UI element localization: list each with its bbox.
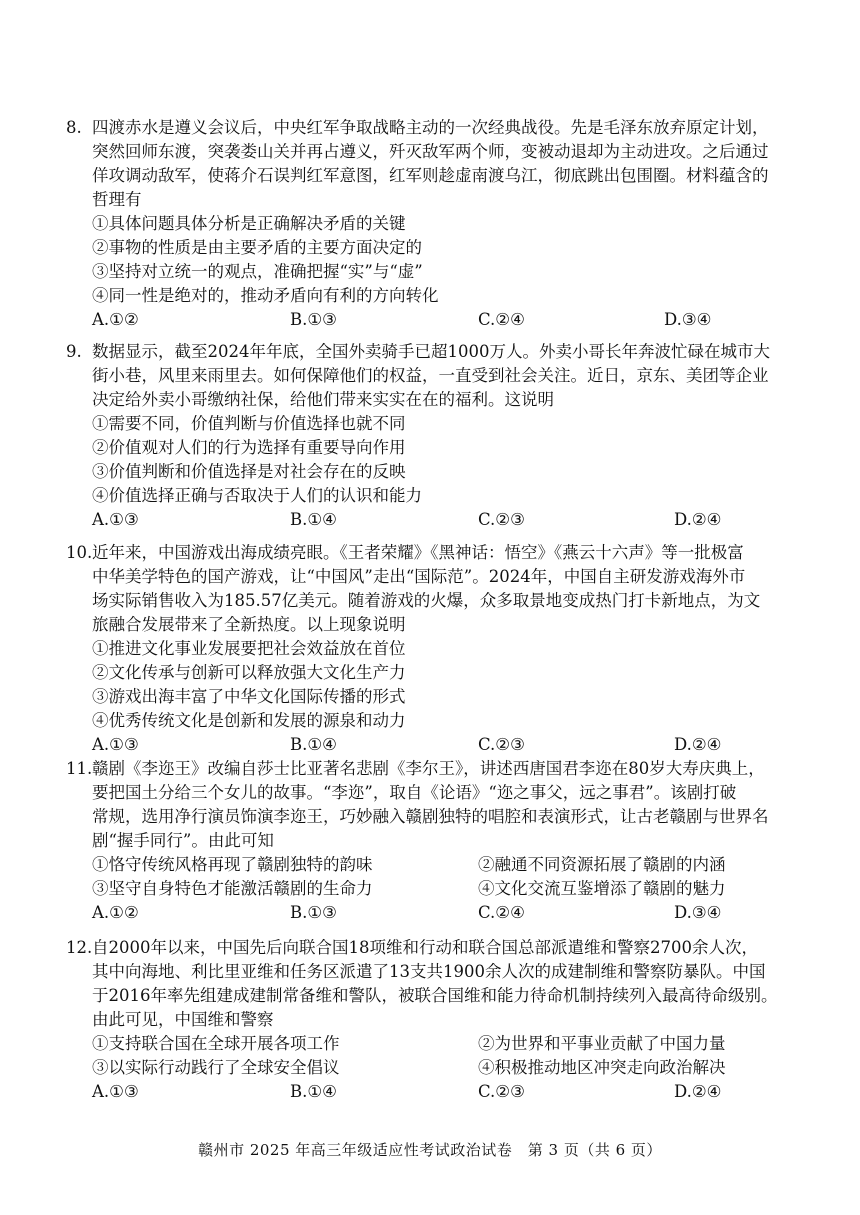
statement: ③游戏出海丰富了中华文化国际传播的形式 — [92, 687, 406, 706]
statement: ②为世界和平事业贡献了中国力量 — [478, 1034, 726, 1053]
statement: ①需要不同，价值判断与价值选择也就不同 — [92, 414, 406, 433]
answer-options — [66, 308, 802, 332]
question-number: 9. — [66, 342, 82, 361]
option-b: B.①④ — [290, 735, 337, 754]
statement: ④优秀传统文化是创新和发展的源泉和动力 — [92, 711, 406, 730]
question-stem-line: 场实际销售收入为185.57亿美元。随着游戏的火爆，众多取景地变成热门打卡新地点，为文 — [92, 591, 761, 610]
option-d: D.②④ — [674, 735, 722, 754]
statement: ②事物的性质是由主要矛盾的主要方面决定的 — [92, 238, 422, 257]
statement: ②融通不同资源拓展了赣剧的内涵 — [478, 855, 726, 874]
question-stem-line: 由此可见，中国维和警察 — [92, 1010, 274, 1029]
option-c: C.②④ — [478, 903, 525, 922]
statement-row — [66, 1056, 802, 1080]
question-stem-line: 自2000年以来，中国先后向联合国18项维和行动和联合国总部派遣维和警察2700余人次， — [92, 938, 758, 957]
option-a: A.①③ — [92, 510, 139, 529]
question-11 — [66, 757, 802, 925]
statement: ④积极推动地区冲突走向政治解决 — [478, 1058, 726, 1077]
statement: ①恪守传统风格再现了赣剧独特的韵味 — [92, 855, 373, 874]
option-b: B.①③ — [290, 903, 337, 922]
question-stem-line: 突然回师东渡，突袭娄山关并再占遵义，歼灭敌军两个师，变被动退却为主动进攻。之后通过 — [92, 142, 769, 161]
question-stem-line: 数据显示，截至2024年年底，全国外卖骑手已超1000万人。外卖小哥长年奔波忙碌在城市大 — [92, 342, 770, 361]
question-stem-line: 中华美学特色的国产游戏，让“中国风”走出“国际范”。2024年，中国自主研发游戏海外市 — [92, 567, 746, 586]
option-d: D.③④ — [674, 903, 722, 922]
question-stem-line: 于2016年率先组建成建制常备维和警队，被联合国维和能力待命机制持续列入最高待命级别。 — [92, 986, 778, 1005]
question-stem-line: 旅融合发展带来了全新热度。以上现象说明 — [92, 615, 406, 634]
option-c: C.②③ — [478, 735, 525, 754]
option-b: B.①④ — [290, 510, 337, 529]
question-stem-line: 近年来，中国游戏出海成绩亮眼。《王者荣耀》《黑神话：悟空》《燕云十六声》等一批极富 — [92, 543, 744, 562]
question-stem-line: 决定给外卖小哥缴纳社保，给他们带来实实在在的福利。这说明 — [92, 390, 554, 409]
statement: ④同一性是绝对的，推动矛盾向有利的方向转化 — [92, 286, 439, 305]
question-stem-line: 剧“握手同行”。由此可知 — [92, 831, 274, 850]
statement: ②文化传承与创新可以释放强大文化生产力 — [92, 663, 406, 682]
answer-options — [66, 733, 802, 757]
question-stem-line: 哲理有 — [92, 190, 142, 209]
statement-row — [66, 1032, 802, 1056]
option-a: A.①③ — [92, 735, 139, 754]
option-d: D.③④ — [664, 310, 712, 329]
option-a: A.①② — [92, 903, 139, 922]
statement: ③以实际行动践行了全球安全倡议 — [92, 1058, 340, 1077]
option-c: C.②③ — [478, 1082, 525, 1101]
option-b: B.①③ — [290, 310, 337, 329]
option-a: A.①② — [92, 310, 139, 329]
question-stem-line: 街小巷，风里来雨里去。如何保障他们的权益，一直受到社会关注。近日，京东、美团等企业 — [92, 366, 769, 385]
question-9 — [66, 340, 802, 532]
question-stem-line: 赣剧《李迩王》改编自莎士比亚著名悲剧《李尔王》，讲述西唐国君李迩在80岁大寿庆典上， — [92, 759, 765, 778]
answer-options — [66, 508, 802, 532]
statement-row — [66, 877, 802, 901]
page-footer: 赣州市 2025 年高三年级适应性考试政治试卷 第 3 页（共 6 页） — [198, 1141, 662, 1159]
statement: ②价值观对人们的行为选择有重要导向作用 — [92, 438, 406, 457]
option-c: C.②③ — [478, 510, 525, 529]
answer-options — [66, 901, 802, 925]
statement: ①推进文化事业发展要把社会效益放在首位 — [92, 639, 406, 658]
question-number: 10. — [66, 543, 93, 562]
question-10 — [66, 541, 802, 757]
statement: ①支持联合国在全球开展各项工作 — [92, 1034, 340, 1053]
option-d: D.②④ — [674, 1082, 722, 1101]
question-number: 12. — [66, 938, 93, 957]
statement: ④文化交流互鉴增添了赣剧的魅力 — [478, 879, 726, 898]
option-d: D.②④ — [674, 510, 722, 529]
question-stem-line: 其中向海地、利比里亚维和任务区派遣了13支共1900余人次的成建制维和警察防暴队。中国 — [92, 962, 766, 981]
question-stem-line: 佯攻调动敌军，使蒋介石误判红军意图，红军则趁虚南渡乌江，彻底跳出包围圈。材料蕴含的 — [92, 166, 769, 185]
question-12 — [66, 936, 802, 1104]
statement: ③价值判断和价值选择是对社会存在的反映 — [92, 462, 406, 481]
question-number: 8. — [66, 118, 82, 137]
statement: ①具体问题具体分析是正确解决矛盾的关键 — [92, 214, 406, 233]
statement: ③坚持对立统一的观点，准确把握“实”与“虚” — [92, 262, 423, 281]
option-b: B.①④ — [290, 1082, 337, 1101]
question-stem-line: 四渡赤水是遵义会议后，中央红军争取战略主动的一次经典战役。先是毛泽东放弃原定计划， — [92, 118, 769, 137]
option-c: C.②④ — [478, 310, 525, 329]
statement: ④价值选择正确与否取决于人们的认识和能力 — [92, 486, 422, 505]
statement-row — [66, 853, 802, 877]
option-a: A.①③ — [92, 1082, 139, 1101]
question-8 — [66, 116, 802, 332]
statement: ③坚守自身特色才能激活赣剧的生命力 — [92, 879, 373, 898]
question-stem-line: 常规，选用净行演员饰演李迩王，巧妙融入赣剧独特的唱腔和表演形式，让古老赣剧与世界名 — [92, 807, 769, 826]
answer-options — [66, 1080, 802, 1104]
question-number: 11. — [66, 759, 93, 778]
question-stem-line: 要把国土分给三个女儿的故事。“李迩”，取自《论语》“迩之事父，远之事君”。该剧打破 — [92, 783, 737, 802]
